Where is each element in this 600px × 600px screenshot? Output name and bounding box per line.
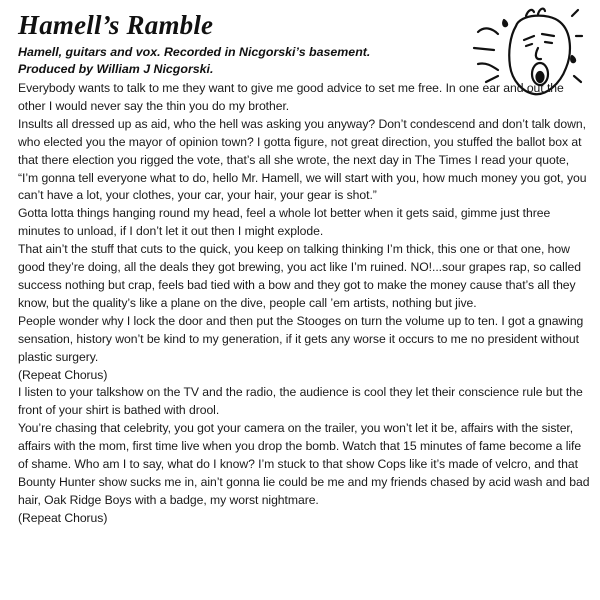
- lyric-paragraph: Everybody wants to talk to me they want to give me good advice to set me free. In one ear and out the other I would never say the thin you do my brother.: [18, 81, 564, 113]
- lyric-paragraph: I listen to your talkshow on the TV and the radio, the audience is cool they let their conscience rule but the front of your shirt is bathed with drool.: [18, 385, 583, 418]
- credits-line-recording: Hamell, guitars and vox. Recorded in Nicgorski’s basement.: [18, 45, 371, 59]
- lyric-paragraph: People wonder why I lock the door and then put the Stooges on turn the volume up to ten. I got a gnawing sensation, history won’t be kind to my generation, if it gets any worse it occurs to me no president without plastic surgery.: [18, 313, 584, 364]
- repeat-chorus-marker: (Repeat Chorus): [18, 367, 108, 382]
- lyric-paragraph: Gotta lotta things hanging round my head, feel a whole lot better when it gets said, gimme just three minutes to unload, if I don’t let it out then I might explode.: [18, 206, 551, 239]
- repeat-chorus-marker: (Repeat Chorus): [18, 510, 108, 525]
- song-credits: [18, 44, 458, 78]
- lyric-paragraph: Insults all dressed up as aid, who the hell was asking you anyway? Don’t condescend and don’t talk down, who elected you the mayor of opinion town? I gotta figure, not great direction, you stuffed the ballot box at that there election you rigged the vote, that’s all she wrote, the next day in The Times I read your quote, “I’m gonna tell everyone what to do, hello Mr. Hamell, we will start with you, how much money you got, you can’t have a lot, your clothes, your car, your hair, your gear is shot.”: [18, 116, 587, 203]
- lyrics-body: [18, 80, 590, 528]
- lyric-paragraph: That ain’t the stuff that cuts to the quick, you keep on talking thinking I’m thick, this one or that one, how good they’re doing, all the deals they got brewing, you act like I’m ruined. NO!...sour grapes rap, so called success nothing but crap, feels bad tied with a bow and they got to make the money cause that’s all they know, but the quality’s like a plane on the dive, people call ’em artists, nothing but jive.: [18, 242, 581, 310]
- lyric-paragraph: You’re chasing that celebrity, you got your camera on the trailer, you won’t let it be, affairs with the sister, affairs with the mom, first time live when you drop the bomb. Watch that 15 minutes of fame become a life of shame. Who am I to say, what do I know? I’m stuck to that show Cops like it’s made of velcro, and that Bounty Hunter show sucks me in, ain’t gonna lie could be me and my friends chased by acid wash and bad hair, Oak Ridge Boys with a badge, my worst nightmare.: [18, 421, 590, 507]
- credits-line-producer: Produced by William J Nicgorski.: [18, 62, 214, 76]
- song-title: Hamell’s Ramble: [18, 10, 214, 40]
